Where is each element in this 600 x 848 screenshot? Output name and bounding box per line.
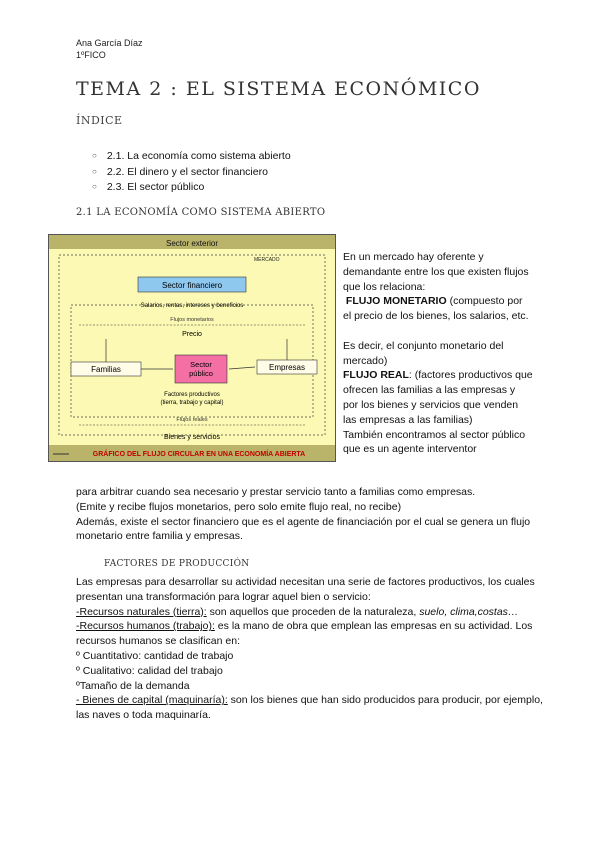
classification-item: ºTamaño de la demanda — [76, 679, 190, 692]
section-heading: 2.1 LA ECONOMÍA COMO SISTEMA ABIERTO — [76, 207, 326, 218]
side-text — [343, 250, 533, 457]
familias-label: Familias — [91, 365, 121, 374]
sector-exterior-label: Sector exterior — [165, 239, 219, 248]
index-heading: ÍNDICE — [76, 114, 123, 127]
flujo-real-term: FLUJO REAL — [343, 369, 409, 382]
body2-intro: Las empresas para desarrollar su actividad necesitan una serie de factores productivos, los cuales presentan una transformación para lograr aquel bien o servicio: — [76, 576, 535, 603]
mercado-label: MERCADO — [254, 257, 280, 263]
bienes-capital-item: - Bienes de capital (maquinaría): son los bienes que han sido producidos para producir, por ejemplo, las naves o toda maquinaría. — [76, 694, 543, 722]
sector-publico-label: Sector público — [189, 360, 213, 378]
circular-flow-diagram — [48, 234, 336, 462]
toc-item: ○ 2.3. El sector público — [92, 180, 291, 196]
sector-financiero-label: Sector financiero — [161, 281, 223, 290]
diagram-caption: GRÁFICO DEL FLUJO CIRCULAR EN UNA ECONOMÍA ABIERTA — [92, 451, 306, 458]
table-of-contents — [92, 149, 291, 196]
classification-item: º Cuantitativo: cantidad de trabajo — [76, 649, 234, 662]
toc-item: ○ 2.1. La economía como sistema abierto — [92, 149, 291, 165]
arrow-publico-empresas — [229, 367, 255, 369]
recursos-naturales-item: -Recursos naturales (tierra): son aquellos que proceden de la naturaleza, suelo, clima,costas… — [76, 605, 519, 618]
flujos-reales-label: Flujos reales — [176, 417, 208, 423]
page-title: TEMA 2 : EL SISTEMA ECONÓMICO — [76, 78, 481, 100]
author-course: 1ºFICO — [76, 50, 106, 60]
bienes-label: Bienes y servicios — [163, 434, 221, 441]
side-paragraph-1: En un mercado hay oferente y demandante entre los que existen flujos que los relaciona: FLUJO MONETARIO (compuesto por el precio de los bienes, los salarios, etc. — [343, 251, 529, 323]
body1-line-2: (Emite y recibe flujos monetarios, pero solo emite flujo real, no recibe) — [76, 500, 402, 513]
subsection-heading: FACTORES DE PRODUCCIÓN — [104, 559, 250, 569]
empresas-label: Empresas — [268, 363, 306, 372]
flujos-monetarios-label: Flujos monetarios — [170, 317, 214, 323]
classification-item: º Cualitativo: calidad del trabajo — [76, 664, 223, 677]
flujo-monetario-term: FLUJO MONETARIO — [345, 295, 447, 308]
body1-line-3: Además, existe el sector financiero que es el agente de financiación por el cual se genera un flujo monetario entre familia y empresas. — [76, 515, 531, 543]
toc-item: ○ 2.2. El dinero y el sector financiero — [92, 165, 291, 181]
recursos-humanos-item: -Recursos humanos (trabajo): es la mano de obra que emplean las empresas en su actividad. Los recursos humanos se clasifican en: — [76, 620, 533, 648]
side-paragraph-3: También encontramos al sector público que es un agente interventor — [343, 428, 526, 456]
salarios-label: Salarios, rentas, intereses y beneficios — [140, 303, 244, 309]
author-block — [76, 37, 143, 61]
diagram-svg — [49, 235, 335, 461]
precio-label: Precio — [182, 331, 202, 338]
side-paragraph-2: Es decir, el conjunto monetario del mercado) FLUJO REAL: (factores productivos que ofrecen las familias a las empresas y por los bienes y servicios que venden las empresas a las familias) — [343, 339, 533, 426]
body-text-2 — [76, 575, 546, 723]
author-name: Ana García Díaz — [76, 38, 143, 48]
factores-label-2: (tierra, trabajo y capital) — [160, 400, 224, 406]
factores-label-1: Factores productivos — [164, 392, 220, 398]
body1-line-1: para arbitrar cuando sea necesario y prestar servicio tanto a familias como empresas. — [76, 486, 476, 498]
body-text-1 — [76, 485, 536, 544]
